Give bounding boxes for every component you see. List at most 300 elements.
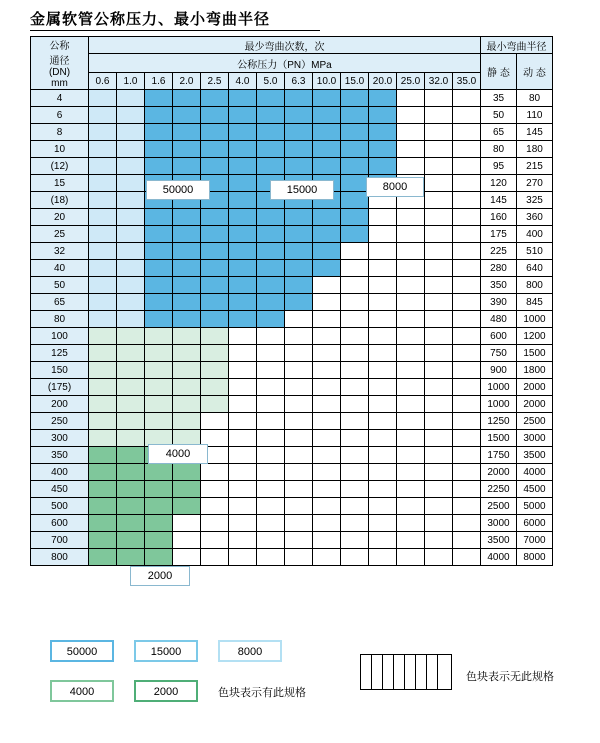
cell-spec bbox=[425, 175, 453, 192]
cell-spec bbox=[229, 430, 257, 447]
cell-spec bbox=[145, 481, 173, 498]
cell-spec bbox=[313, 413, 341, 430]
cell-spec bbox=[425, 158, 453, 175]
cell-spec bbox=[117, 124, 145, 141]
cell-spec bbox=[425, 515, 453, 532]
cell-spec bbox=[397, 107, 425, 124]
cell-spec bbox=[453, 549, 481, 566]
cell-spec bbox=[453, 124, 481, 141]
cell-spec bbox=[173, 277, 201, 294]
cell-spec bbox=[285, 124, 313, 141]
cell-spec bbox=[229, 498, 257, 515]
table-row bbox=[31, 277, 553, 294]
cell-spec bbox=[89, 209, 117, 226]
cell-spec bbox=[229, 260, 257, 277]
cell-spec bbox=[173, 260, 201, 277]
cell-spec bbox=[201, 549, 229, 566]
cell-spec bbox=[229, 549, 257, 566]
cell-spec bbox=[369, 362, 397, 379]
cell-spec bbox=[313, 328, 341, 345]
cell-spec bbox=[341, 328, 369, 345]
header-dn-line-2: 通径 bbox=[49, 56, 70, 67]
table-row bbox=[31, 226, 553, 243]
cell-spec bbox=[173, 396, 201, 413]
cell-spec bbox=[425, 277, 453, 294]
cell-spec bbox=[201, 362, 229, 379]
cell-dn: 700 bbox=[31, 532, 89, 549]
cell-spec bbox=[145, 209, 173, 226]
cell-spec bbox=[285, 464, 313, 481]
cell-spec bbox=[341, 532, 369, 549]
cell-spec bbox=[89, 226, 117, 243]
cell-spec bbox=[117, 243, 145, 260]
cell-spec bbox=[89, 192, 117, 209]
cell-spec bbox=[341, 396, 369, 413]
cell-spec bbox=[285, 158, 313, 175]
cell-spec bbox=[397, 124, 425, 141]
cell-spec bbox=[453, 396, 481, 413]
cell-spec bbox=[89, 515, 117, 532]
cell-spec bbox=[453, 447, 481, 464]
cell-spec bbox=[425, 362, 453, 379]
cell-spec bbox=[453, 243, 481, 260]
cell-dn: 100 bbox=[31, 328, 89, 345]
cell-spec bbox=[453, 464, 481, 481]
legend-item-4000: 4000 bbox=[50, 680, 114, 702]
cell-spec bbox=[89, 362, 117, 379]
cell-spec bbox=[369, 379, 397, 396]
cell-spec bbox=[425, 226, 453, 243]
cell-spec bbox=[313, 379, 341, 396]
cell-spec bbox=[425, 549, 453, 566]
cell-spec bbox=[201, 124, 229, 141]
cell-spec bbox=[201, 107, 229, 124]
cell-spec bbox=[313, 515, 341, 532]
cell-dynamic-radius: 845 bbox=[517, 294, 553, 311]
cell-spec bbox=[285, 328, 313, 345]
cell-spec bbox=[313, 90, 341, 107]
cell-dn: (18) bbox=[31, 192, 89, 209]
cell-spec bbox=[89, 328, 117, 345]
cell-spec bbox=[341, 124, 369, 141]
cell-spec bbox=[369, 345, 397, 362]
cell-dn: 500 bbox=[31, 498, 89, 515]
cell-spec bbox=[257, 464, 285, 481]
cell-spec bbox=[397, 481, 425, 498]
cell-spec bbox=[229, 396, 257, 413]
cell-spec bbox=[369, 107, 397, 124]
cell-spec bbox=[425, 90, 453, 107]
cell-spec bbox=[285, 107, 313, 124]
header-pressure-col: 0.6 bbox=[89, 73, 117, 90]
cell-spec bbox=[313, 226, 341, 243]
cell-dn: 15 bbox=[31, 175, 89, 192]
cell-spec bbox=[285, 549, 313, 566]
cell-spec bbox=[89, 447, 117, 464]
cell-spec bbox=[341, 158, 369, 175]
cell-spec bbox=[425, 107, 453, 124]
cell-spec bbox=[257, 481, 285, 498]
table-row bbox=[31, 141, 553, 158]
cell-spec bbox=[201, 311, 229, 328]
cell-dynamic-radius: 5000 bbox=[517, 498, 553, 515]
cell-spec bbox=[285, 345, 313, 362]
cell-spec bbox=[89, 175, 117, 192]
header-pressure-col: 1.6 bbox=[145, 73, 173, 90]
cell-spec bbox=[313, 345, 341, 362]
legend-item-8000: 8000 bbox=[218, 640, 282, 662]
cell-spec bbox=[257, 549, 285, 566]
cell-spec bbox=[117, 464, 145, 481]
cell-static-radius: 750 bbox=[481, 345, 517, 362]
cell-spec bbox=[89, 532, 117, 549]
cell-spec bbox=[257, 447, 285, 464]
callout-50000: 50000 bbox=[146, 180, 210, 200]
cell-spec bbox=[397, 141, 425, 158]
page-title: 金属软管公称压力、最小弯曲半径 bbox=[30, 12, 271, 28]
cell-spec bbox=[117, 328, 145, 345]
cell-spec bbox=[229, 107, 257, 124]
header-pressure-col: 4.0 bbox=[229, 73, 257, 90]
cell-spec bbox=[201, 243, 229, 260]
cell-spec bbox=[117, 549, 145, 566]
cell-spec bbox=[89, 413, 117, 430]
cell-spec bbox=[397, 158, 425, 175]
table-body bbox=[31, 90, 553, 566]
cell-spec bbox=[201, 209, 229, 226]
cell-dynamic-radius: 1500 bbox=[517, 345, 553, 362]
cell-spec bbox=[285, 311, 313, 328]
cell-spec bbox=[117, 311, 145, 328]
header-dn-line-3: (DN) bbox=[48, 67, 71, 78]
cell-spec bbox=[369, 141, 397, 158]
table-row bbox=[31, 498, 553, 515]
cell-spec bbox=[145, 311, 173, 328]
cell-dn: (175) bbox=[31, 379, 89, 396]
cell-spec bbox=[313, 209, 341, 226]
cell-dynamic-radius: 145 bbox=[517, 124, 553, 141]
cell-spec bbox=[145, 243, 173, 260]
cell-spec bbox=[397, 226, 425, 243]
cell-spec bbox=[201, 481, 229, 498]
cell-spec bbox=[89, 260, 117, 277]
cell-spec bbox=[369, 447, 397, 464]
cell-spec bbox=[285, 243, 313, 260]
table-row bbox=[31, 345, 553, 362]
cell-spec bbox=[397, 260, 425, 277]
cell-spec bbox=[201, 396, 229, 413]
cell-spec bbox=[145, 532, 173, 549]
cell-spec bbox=[341, 107, 369, 124]
cell-dn: 20 bbox=[31, 209, 89, 226]
cell-spec bbox=[425, 294, 453, 311]
cell-spec bbox=[397, 515, 425, 532]
cell-spec bbox=[313, 464, 341, 481]
cell-spec bbox=[369, 209, 397, 226]
cell-spec bbox=[341, 311, 369, 328]
header-dynamic: 动 态 bbox=[517, 54, 553, 90]
table-row bbox=[31, 294, 553, 311]
cell-spec bbox=[425, 311, 453, 328]
cell-spec bbox=[117, 413, 145, 430]
cell-spec bbox=[257, 260, 285, 277]
cell-dynamic-radius: 1200 bbox=[517, 328, 553, 345]
cell-spec bbox=[257, 379, 285, 396]
table-head bbox=[31, 37, 553, 90]
cell-static-radius: 3500 bbox=[481, 532, 517, 549]
cell-spec bbox=[229, 294, 257, 311]
cell-spec bbox=[229, 226, 257, 243]
cell-spec bbox=[117, 447, 145, 464]
cell-dn: 65 bbox=[31, 294, 89, 311]
cell-spec bbox=[453, 481, 481, 498]
cell-spec bbox=[425, 328, 453, 345]
cell-spec bbox=[117, 379, 145, 396]
table-row bbox=[31, 328, 553, 345]
cell-spec bbox=[313, 447, 341, 464]
cell-spec bbox=[117, 345, 145, 362]
cell-dynamic-radius: 2000 bbox=[517, 396, 553, 413]
cell-spec bbox=[369, 277, 397, 294]
header-pressure-col: 25.0 bbox=[397, 73, 425, 90]
table-row bbox=[31, 90, 553, 107]
cell-dynamic-radius: 360 bbox=[517, 209, 553, 226]
cell-dn: 6 bbox=[31, 107, 89, 124]
cell-spec bbox=[285, 209, 313, 226]
header-row-2 bbox=[31, 54, 553, 73]
cell-spec bbox=[229, 532, 257, 549]
cell-spec bbox=[341, 260, 369, 277]
cell-spec bbox=[341, 430, 369, 447]
cell-spec bbox=[173, 498, 201, 515]
cell-spec bbox=[425, 379, 453, 396]
cell-static-radius: 225 bbox=[481, 243, 517, 260]
cell-spec bbox=[201, 464, 229, 481]
cell-spec bbox=[89, 243, 117, 260]
table-row bbox=[31, 549, 553, 566]
cell-spec bbox=[425, 345, 453, 362]
cell-dn: 400 bbox=[31, 464, 89, 481]
cell-spec bbox=[425, 396, 453, 413]
cell-spec bbox=[201, 277, 229, 294]
cell-spec bbox=[117, 294, 145, 311]
cell-spec bbox=[425, 481, 453, 498]
cell-static-radius: 2500 bbox=[481, 498, 517, 515]
cell-dn: 150 bbox=[31, 362, 89, 379]
cell-spec bbox=[89, 311, 117, 328]
cell-dynamic-radius: 180 bbox=[517, 141, 553, 158]
cell-spec bbox=[341, 362, 369, 379]
cell-spec bbox=[173, 124, 201, 141]
cell-spec bbox=[173, 379, 201, 396]
cell-spec bbox=[257, 345, 285, 362]
cell-dynamic-radius: 2000 bbox=[517, 379, 553, 396]
cell-spec bbox=[257, 90, 285, 107]
cell-spec bbox=[285, 226, 313, 243]
cell-spec bbox=[425, 413, 453, 430]
cell-static-radius: 1000 bbox=[481, 379, 517, 396]
cell-dn: 300 bbox=[31, 430, 89, 447]
callout-8000: 8000 bbox=[366, 177, 424, 197]
cell-spec bbox=[453, 328, 481, 345]
cell-spec bbox=[397, 294, 425, 311]
cell-spec bbox=[117, 481, 145, 498]
cell-dn: 10 bbox=[31, 141, 89, 158]
cell-spec bbox=[117, 175, 145, 192]
cell-spec bbox=[313, 107, 341, 124]
table-row bbox=[31, 379, 553, 396]
callout-2000: 2000 bbox=[130, 566, 190, 586]
cell-spec bbox=[117, 209, 145, 226]
cell-static-radius: 480 bbox=[481, 311, 517, 328]
cell-spec bbox=[313, 498, 341, 515]
cell-spec bbox=[201, 90, 229, 107]
cell-spec bbox=[257, 209, 285, 226]
cell-spec bbox=[257, 396, 285, 413]
cell-spec bbox=[285, 498, 313, 515]
cell-spec bbox=[89, 379, 117, 396]
header-dn-line-4: mm bbox=[51, 78, 68, 89]
table-row bbox=[31, 362, 553, 379]
header-pressure-col: 35.0 bbox=[453, 73, 481, 90]
cell-spec bbox=[229, 243, 257, 260]
cell-spec bbox=[201, 260, 229, 277]
cell-spec bbox=[453, 158, 481, 175]
cell-spec bbox=[201, 345, 229, 362]
cell-spec bbox=[145, 396, 173, 413]
cell-spec bbox=[341, 175, 369, 192]
cell-spec bbox=[89, 481, 117, 498]
cell-dn: 600 bbox=[31, 515, 89, 532]
header-pressure-col: 1.0 bbox=[117, 73, 145, 90]
cell-spec bbox=[453, 345, 481, 362]
cell-spec bbox=[453, 277, 481, 294]
cell-spec bbox=[397, 209, 425, 226]
cell-spec bbox=[397, 345, 425, 362]
cell-static-radius: 900 bbox=[481, 362, 517, 379]
cell-spec bbox=[229, 413, 257, 430]
cell-spec bbox=[173, 209, 201, 226]
legend-note-color: 色块表示有此规格 bbox=[218, 687, 306, 699]
cell-spec bbox=[229, 481, 257, 498]
legend-grid-swatch bbox=[360, 654, 452, 690]
cell-spec bbox=[425, 124, 453, 141]
cell-spec bbox=[397, 277, 425, 294]
cell-spec bbox=[341, 345, 369, 362]
title-underline bbox=[30, 30, 320, 31]
cell-static-radius: 120 bbox=[481, 175, 517, 192]
cell-spec bbox=[285, 260, 313, 277]
header-pressure: 公称压力（PN）MPa bbox=[89, 54, 481, 73]
cell-spec bbox=[201, 141, 229, 158]
cell-spec bbox=[341, 498, 369, 515]
cell-spec bbox=[313, 158, 341, 175]
cell-spec bbox=[117, 192, 145, 209]
cell-spec bbox=[117, 90, 145, 107]
cell-spec bbox=[341, 209, 369, 226]
cell-spec bbox=[257, 226, 285, 243]
cell-dynamic-radius: 6000 bbox=[517, 515, 553, 532]
cell-spec bbox=[341, 90, 369, 107]
header-dn bbox=[31, 37, 89, 90]
cell-spec bbox=[173, 294, 201, 311]
cell-spec bbox=[369, 515, 397, 532]
cell-spec bbox=[89, 124, 117, 141]
cell-spec bbox=[369, 260, 397, 277]
cell-dynamic-radius: 215 bbox=[517, 158, 553, 175]
cell-spec bbox=[453, 107, 481, 124]
cell-spec bbox=[229, 362, 257, 379]
cell-spec bbox=[145, 158, 173, 175]
cell-spec bbox=[229, 447, 257, 464]
cell-spec bbox=[453, 515, 481, 532]
cell-spec bbox=[341, 141, 369, 158]
cell-spec bbox=[89, 294, 117, 311]
cell-spec bbox=[173, 532, 201, 549]
cell-spec bbox=[285, 532, 313, 549]
cell-spec bbox=[341, 549, 369, 566]
cell-spec bbox=[369, 158, 397, 175]
table-row bbox=[31, 107, 553, 124]
cell-spec bbox=[369, 311, 397, 328]
cell-dynamic-radius: 510 bbox=[517, 243, 553, 260]
cell-static-radius: 35 bbox=[481, 90, 517, 107]
cell-spec bbox=[425, 260, 453, 277]
cell-spec bbox=[397, 328, 425, 345]
cell-static-radius: 65 bbox=[481, 124, 517, 141]
cell-spec bbox=[229, 209, 257, 226]
cell-static-radius: 1250 bbox=[481, 413, 517, 430]
cell-spec bbox=[145, 141, 173, 158]
cell-spec bbox=[173, 413, 201, 430]
cell-spec bbox=[453, 141, 481, 158]
cell-spec bbox=[173, 362, 201, 379]
cell-spec bbox=[145, 260, 173, 277]
cell-dynamic-radius: 110 bbox=[517, 107, 553, 124]
table-row bbox=[31, 124, 553, 141]
cell-spec bbox=[285, 90, 313, 107]
cell-spec bbox=[117, 260, 145, 277]
cell-spec bbox=[89, 464, 117, 481]
cell-spec bbox=[285, 141, 313, 158]
cell-spec bbox=[117, 141, 145, 158]
cell-spec bbox=[257, 158, 285, 175]
cell-spec bbox=[229, 515, 257, 532]
header-min-radius: 最小弯曲半径 bbox=[481, 37, 553, 54]
cell-spec bbox=[397, 362, 425, 379]
table-row bbox=[31, 481, 553, 498]
cell-spec bbox=[117, 532, 145, 549]
cell-spec bbox=[257, 515, 285, 532]
cell-spec bbox=[257, 311, 285, 328]
cell-dn: 8 bbox=[31, 124, 89, 141]
cell-dn: 25 bbox=[31, 226, 89, 243]
cell-spec bbox=[313, 243, 341, 260]
cell-spec bbox=[313, 141, 341, 158]
cell-spec bbox=[397, 498, 425, 515]
table-row bbox=[31, 430, 553, 447]
cell-spec bbox=[145, 90, 173, 107]
cell-spec bbox=[201, 158, 229, 175]
cell-static-radius: 50 bbox=[481, 107, 517, 124]
cell-spec bbox=[313, 396, 341, 413]
cell-spec bbox=[89, 158, 117, 175]
legend-item-50000: 50000 bbox=[50, 640, 114, 662]
cell-spec bbox=[229, 379, 257, 396]
header-pressure-col: 6.3 bbox=[285, 73, 313, 90]
cell-spec bbox=[341, 277, 369, 294]
cell-dn: 40 bbox=[31, 260, 89, 277]
